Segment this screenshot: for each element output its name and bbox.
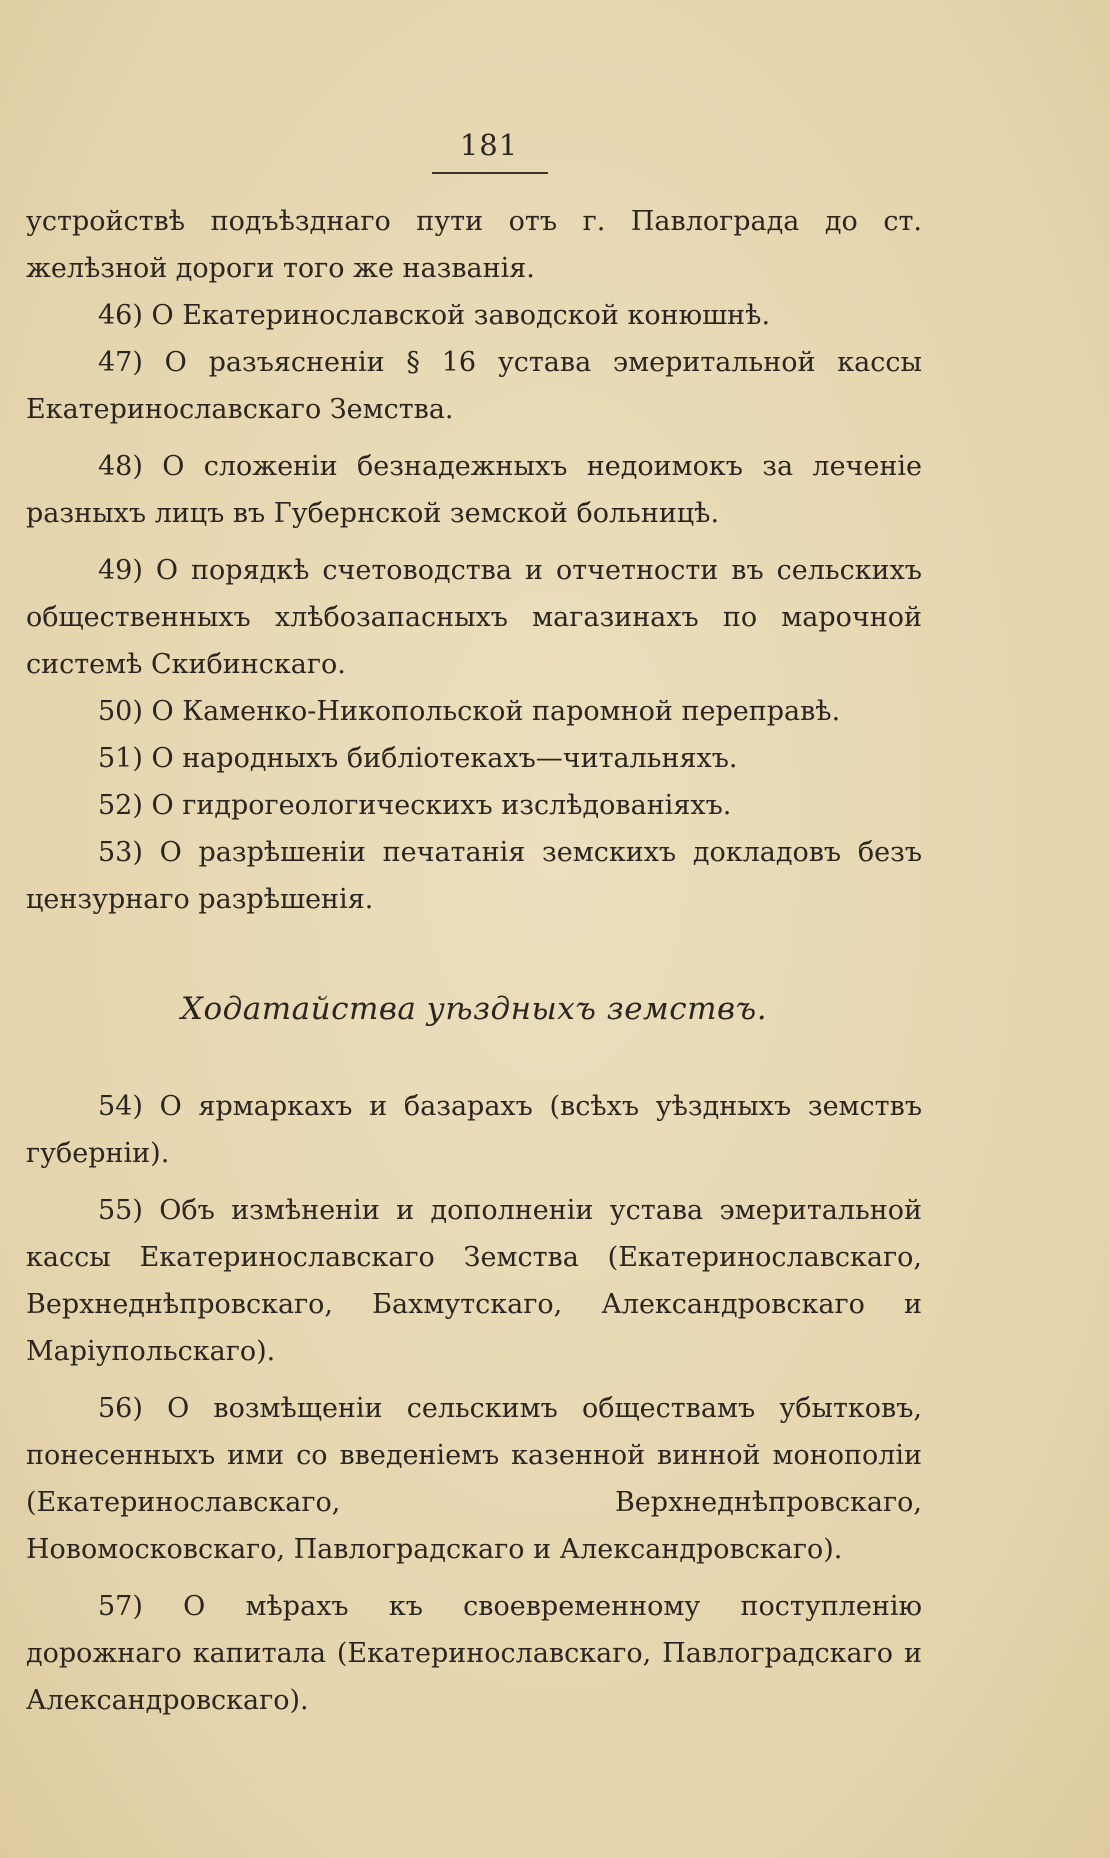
paragraph-53: 53) О разрѣшеніи печатанія земскихъ докладовъ безъ цензурнаго разрѣшенія. [26,837,922,915]
paragraph-48: 48) О сложеніи безнадежныхъ недоимокъ за леченіе разныхъ лицъ въ Губернской земской больницѣ. [26,451,922,529]
section-heading: Ходатайства уѣздныхъ земствъ. [180,991,768,1027]
page-number-rule [432,172,548,174]
paragraph-54: 54) О ярмаркахъ и базарахъ (всѣхъ уѣздныхъ земствъ губерніи). [26,1091,922,1169]
paragraph-51: 51) О народныхъ библіотекахъ—читальняхъ. [98,743,738,774]
paragraph-52: 52) О гидрогеологическихъ изслѣдованіяхъ. [98,790,732,821]
paragraph-50: 50) О Каменко-Никопольской паромной переправѣ. [98,696,841,727]
paragraph-47: 47) О разъясненіи § 16 устава эмеритальной кассы Екатеринославскаго Земства. [26,347,922,425]
paragraph-57: 57) О мѣрахъ къ своевременному поступленію дорожнаго капитала (Екатеринославскаго, Павлоградскаго и Александровскаго). [26,1591,922,1716]
paragraph-55: 55) Объ измѣненіи и дополненіи устава эмеритальной кассы Екатеринославскаго Земства (Екатеринославскаго, Верхнеднѣпровскаго, Бахмутскаго, Александровскаго и Маріупольскаго). [26,1195,922,1367]
page-number: 181 [459,128,519,162]
paragraph-56: 56) О возмѣщеніи сельскимъ обществамъ убытковъ, понесенныхъ ими со введеніемъ казенной винной монополіи (Екатеринославскаго, Верхнеднѣпровскаго, Новомосковскаго, Павлоградскаго и Александровскаго). [26,1393,922,1565]
text-block [26,198,922,1724]
paragraph-46: 46) О Екатеринославской заводской конюшнѣ. [98,300,771,331]
paragraph-49: 49) О порядкѣ счетоводства и отчетности въ сельскихъ общественныхъ хлѣбозапасныхъ магазинахъ по марочной системѣ Скибинскаго. [26,555,922,680]
paragraph-continuation: устройствѣ подъѣзднаго пути отъ г. Павлограда до ст. желѣзной дороги того же названія. [26,206,922,284]
